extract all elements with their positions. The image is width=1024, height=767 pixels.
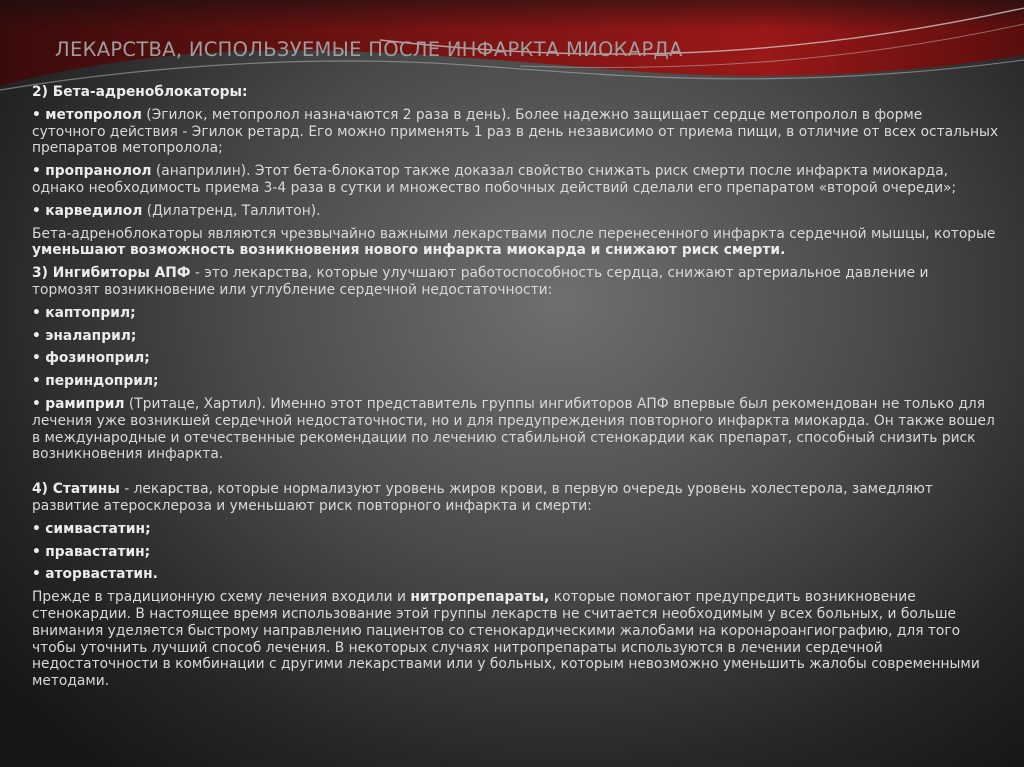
bullet: •	[32, 350, 41, 367]
bullet: •	[32, 543, 41, 560]
list-item	[32, 544, 1000, 561]
drug-name: эналаприл;	[45, 327, 137, 344]
drug-name: фозиноприл;	[45, 350, 150, 367]
slide-content	[32, 84, 1000, 696]
list-item	[32, 521, 1000, 538]
drug-name: каптоприл;	[45, 304, 136, 321]
drug-name: периндоприл;	[45, 373, 159, 390]
list-item	[32, 305, 1000, 322]
nitrates-paragraph: Прежде в традиционную схему лечения входили и нитропрепараты, которые помогают предупредить возникновение стенокардии. В настоящее время использование этой группы лекарств не считается необходимым у всех больных, и больше внимания уделяется быстрому направлению пациентов со стенокардическими жалобами на коронароангиографию, для того чтобы уточнить лучший способ лечения. В некоторых случаях нитропрепараты используются в лечении сердечной недостаточности в комбинации с другими лекарствами или у больных, которым невозможно уменьшить жалобы современными методами.	[32, 589, 980, 690]
bullet: •	[32, 202, 41, 219]
bullet: •	[32, 327, 41, 344]
bullet: •	[32, 395, 41, 412]
ace-inhibitors-heading: 3) Ингибиторы АПФ	[32, 265, 191, 282]
list-item	[32, 328, 1000, 345]
list-item: • пропранолол (анаприлин). Этот бета-блокатор также доказал свойство снижать риск смерти после инфаркта миокарда, однако необходимость приема 3-4 раза в сутки и множество побочных действий сделали его препаратом «второй очереди»;	[32, 163, 957, 196]
beta-blockers-heading: 2) Бета-адреноблокаторы:	[32, 84, 248, 100]
bullet: •	[32, 304, 41, 321]
bullet: •	[32, 163, 41, 180]
statins-intro: 4) Статины - лекарства, которые нормализуют уровень жиров крови, в первую очередь уровень холестерола, замедляют развитие атеросклероза и уменьшают риск повторного инфаркта и смерти:	[32, 481, 933, 514]
drug-name: пропранолол	[45, 163, 152, 180]
drug-name: карведилол	[45, 202, 143, 219]
ace-inhibitors-intro: 3) Ингибиторы АПФ - это лекарства, которые улучшают работоспособность сердца, снижают артериальное давление и тормозят возникновение или углубление сердечной недостаточности:	[32, 265, 929, 298]
drug-name: аторвастатин.	[45, 566, 158, 583]
slide-title: ЛЕКАРСТВА, ИСПОЛЬЗУЕМЫЕ ПОСЛЕ ИНФАРКТА МИОКАРДА	[55, 38, 683, 61]
list-item: • карведилол (Дилатренд, Таллитон).	[32, 202, 321, 219]
beta-blockers-summary: Бета-адреноблокаторы являются чрезвычайно важными лекарствами после перенесенного инфаркта сердечной мышцы, которые уменьшают возможность возникновения нового инфаркта миокарда и снижают риск смерти.	[32, 225, 996, 259]
bullet: •	[32, 373, 41, 390]
drug-name: рамиприл	[45, 395, 125, 412]
list-item	[32, 373, 1000, 390]
bullet: •	[32, 106, 41, 123]
bullet: •	[32, 566, 41, 583]
drug-name: симвастатин;	[45, 520, 151, 537]
bullet: •	[32, 520, 41, 537]
list-item	[32, 566, 1000, 583]
list-item: • метопролол (Эгилок, метопролол назначаются 2 раза в день). Более надежно защищает сердце метопролол в форме суточного действия - Эгилок ретард. Его можно применять 1 раз в день независимо от приема пищи, в отличие от всех остальных препаратов метопролола;	[32, 106, 999, 157]
drug-name: правастатин;	[45, 543, 151, 560]
statins-heading: 4) Статины	[32, 481, 120, 498]
drug-name: метопролол	[45, 106, 142, 123]
list-item	[32, 350, 1000, 367]
list-item: • рамиприл (Тритаце, Хартил). Именно этот представитель группы ингибиторов АПФ впервые был рекомендован не только для лечения уже возникшей сердечной недостаточности, но и для предупреждения повторного инфаркта миокарда. Он также вошел в международные и отечественные рекомендации по лечению стабильной стенокардии как препарат, способный снизить риск возникновения инфаркта.	[32, 395, 995, 463]
